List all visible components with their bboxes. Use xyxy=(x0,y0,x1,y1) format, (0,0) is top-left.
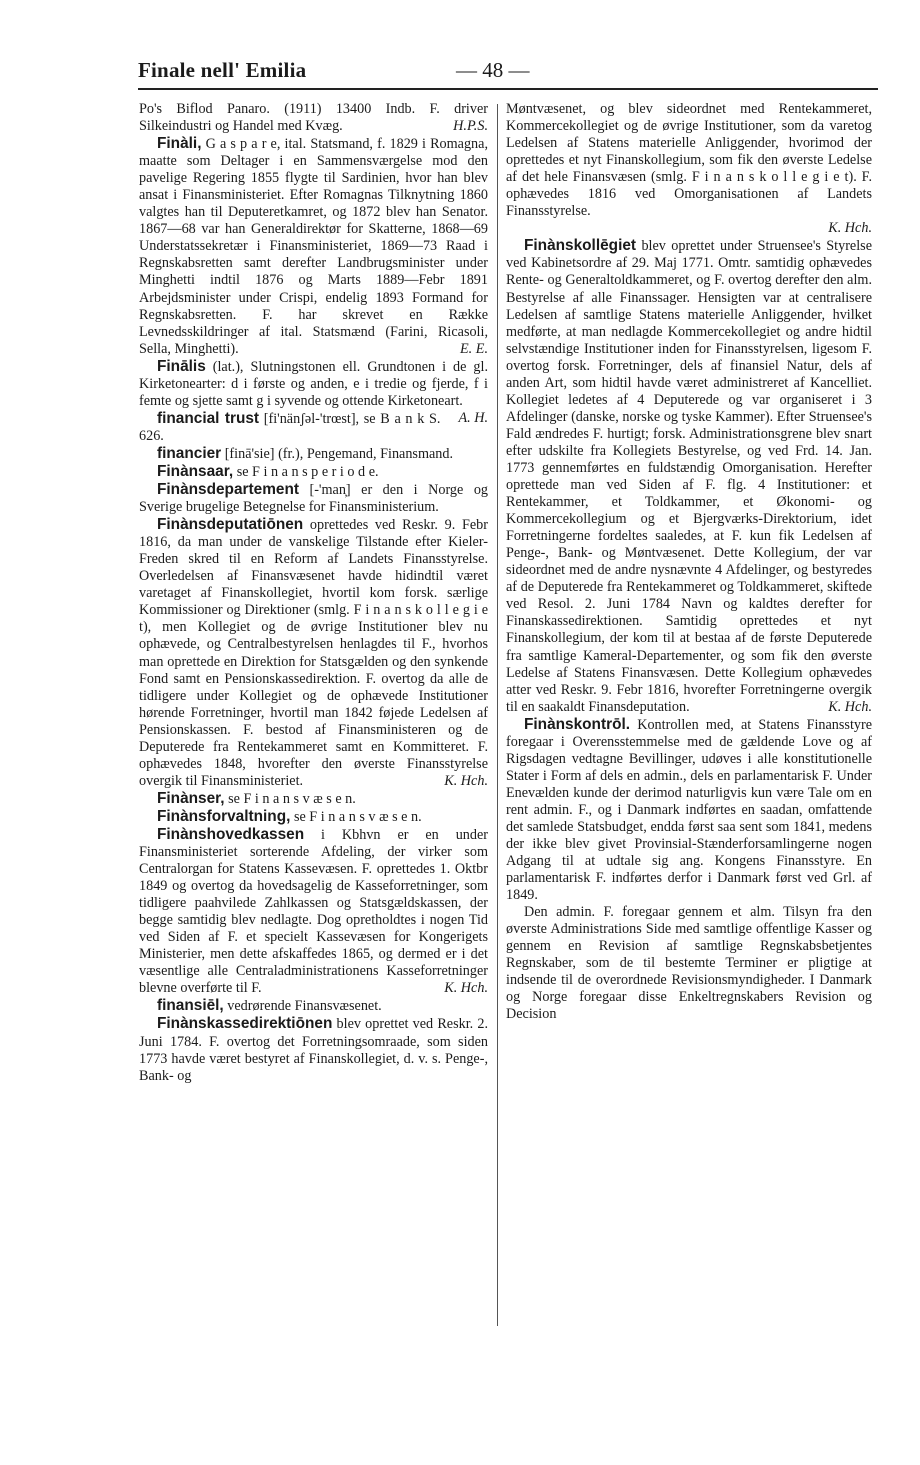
entry-finanskassedirektionen xyxy=(139,1015,488,1084)
entry-text: Kontrollen med, at Statens Finansstyre foregaar i Overensstemmelse med de gældende Love og af Rigsdagen vedtagne Bevillinger, udøves i alle konstitutionelle Stater i Form af dels en admin., dels en parlamentarisk F. Under Enevælden kunde der derimod naturligvis kun være Tale om en rent admin. F., og i Danmark indførtes en saadan, omfattende det samlede Statsbudget, endda først saa sent som 1841, medens der ikke blev givet Provinsial-Stænderforsamlingerne nogen Adgang til at udtale sig ang. Kongens Finansstyre. En parlamentarisk F. indførtes derfor i Danmark først ved Grl. af 1849. xyxy=(506,716,872,904)
header-rule xyxy=(138,88,878,90)
entry-continuation xyxy=(506,101,872,220)
headword: Finànsdeputatiōnen xyxy=(157,516,304,534)
right-column xyxy=(506,101,872,1024)
headword: Finànsaar, xyxy=(157,462,234,480)
entry-text: se F i n a n s v æ s e n. xyxy=(228,790,356,807)
entry-finansaar xyxy=(139,463,488,481)
entry-finanskollegiet xyxy=(506,237,872,715)
entry-finanskontrol xyxy=(506,716,872,905)
entry-text: Den admin. F. foregaar gennem et alm. Tilsyn fra den øverste Administrations Side med samtlige offentlige Kasser og gennem en Revision af samtlige Regnskabsbetjentes Regnskaber, som de til bestemte Terminer er pligtige at indsende til de overordnede Revisionsmyndigheder. I Danmark og Norge foregaar disse Enkeltregnskabers Revision og Decision xyxy=(506,904,872,1023)
entry-text: Møntvæsenet, og blev sideordnet med Rentekammeret, Kommercekollegiet og de øvrige Institutioner, som da varetog Ledelsen af Statens materielle Anliggender, hvorimod der oprettedes et nyt Finanskollegium, som fik den øverste Ledelse af det hele Finansvæsen (smlg. F i n a n s k o l l e g i e t). F. ophævedes 1816 ved Omorganisationen af Landets Finansstyrelse. xyxy=(506,101,872,220)
headword: Finànskollēgiet xyxy=(524,237,637,255)
entry-finanshovedkassen xyxy=(139,826,488,997)
entry-text: (lat.), Slutningstonen ell. Grundtonen i de gl. Kirketonearter: d i første og anden, e i tredie og fjerde, f i femte og sjette samt g i syvende og ottende Kirketoneart. xyxy=(139,358,488,409)
headword: financier xyxy=(157,444,222,462)
headword: Finālis xyxy=(157,357,206,375)
entry-text: [finā'sie] (fr.), Pengemand, Finansmand. xyxy=(224,445,454,462)
paragraph-admin-finanskontrol xyxy=(506,904,872,1023)
headword: Finànsforvaltning, xyxy=(157,807,291,825)
author-signature: K. Hch. xyxy=(828,220,872,237)
entry-text: [-'man̦] er den i Norge og Sverige brugelige Betegnelse for Finansministerium. xyxy=(139,482,489,516)
entry-text: blev oprettet under Struensee's Styrelse ved Kabinetsordre af 29. Maj 1771. Omtr. samtidig ophævedes Rente- og Generaltoldkammeret, og F. overtog derefter den alm. Bestyrelse af alle Finanssager. Hensigten var at centralisere Ledelsen af samtlige Statens materielle Anliggender, hvilket medførte, at man nedlagde Kommercekollegiet og andre hidtil selvstændige Institutioner inden for Finansstyrelsen, ligesom F. overtog forsk. Forretninger, dels af finansiel Natur, dels af anden Art, som hidtil havde været administreret af Kancelliet. Kollegiet ledetes af 4 Deputerede og var organiseret i 3 Afdelinger (danske, norske og tyske Kammer). Efter Struensee's Fald ændredes F. hurtigt; forsk. Administrationsgrene blev snart efter udskilte fra Kollegiets Bestyrelse, og ved Frd. 14. Jan. 1773 gennemførtes en fuldstændig Omorganisation. Herefter oprettede man ved Siden af F. flg. 4 Institutioner: et Rentekammer, et Toldkammer, et Økonomi- og Kommercekollegium og et Bjergværks-Direktorium, idet Forretningerne fordeltes saaledes, at F. kun fik Ledelsen af Penge-, Bank- og Møntvæsenet. Dette Kollegium, der var sideordnet med de andre nysnævnte 4 Afdelinger, og bestyredes af de Deputerede fra Rentekammeret og Toldkammeret, skiftede ved Resol. 2. Juni 1784 Navn og kaldtes derefter for Finanskassedirektionen. Samtidig oprettedes et nyt Finanskollegium, der kom til at bestaa af de første Deputerede fra samtlige Kameral-Departementer, og som fik den øverste Ledelse af Statens Finansvæsen. Dette Kollegium ophævedes atter ved Reskr. 9. Febr 1816, hvorefter Forretningerne overgik til en saakaldt Finansdeputation. xyxy=(506,238,872,715)
entry-text: Po's Biflod Panaro. (1911) 13400 Indb. F. driver Silkeindustri og Handel med Kvæg. xyxy=(139,101,488,135)
running-head-title: Finale nell' Emilia xyxy=(138,58,307,82)
entry-text: blev oprettet ved Reskr. 2. Juni 1784. F. overtog det Forretningsomraade, som siden 1773 havde været bestyret af Finanskollegiet, d. v. s. Penge-, Bank- og xyxy=(139,1016,489,1084)
headword: Finànser, xyxy=(157,789,225,807)
author-signature: E. E. xyxy=(460,340,488,357)
author-signature: K. Hch. xyxy=(828,698,872,715)
entry-text: i Kbhvn er en under Finansministeriet sorterende Afdeling, der virker som Centralorgan for Statens Kassevæsen. F. oprettedes 1. Oktbr 1849 og overtog da hovedsagelig de Kasseforretninger, som tidligere paahvilede Zahlkassen og Statsgældskassen, der begge samtidig blev nedlagte. Dog opretholdtes i nogen Tid ved Siden af F. et specielt Kassevæsen for Kongerigets Ministerier, men dette afskaffedes 1865, og dermed er i det væsentlige alle Centraladministrationens Kasseforretninger blevne overførte til F. xyxy=(139,826,488,997)
headword: financial trust xyxy=(157,409,260,427)
entry-finali xyxy=(139,135,488,358)
headword: Finànshovedkassen xyxy=(157,825,305,843)
entry-finansdeputationen xyxy=(139,516,488,790)
entry-text: oprettedes ved Reskr. 9. Febr 1816, da man under de vanskelige Tilstande efter Kieler-Freden skred til en Reform af Landets Finansstyrelse. Overledelsen af Finansvæsenet havde hidindtil været varetaget af Finanskollegiet, hvortil kom forsk. særlige Kommissioner og Direktioner (smlg. F i n a n s k o l l e g i e t), men Kollegiet og de øvrige Institutioner blev nu ophævede, og Centralbestyrelsen henlagdes til F., hvorhos man oprettede en Direktion for Statsgælden og den synkende Fond samt en Pensionskassedirektion. F. overtog da alle de tidligere under Kollegiet og de ophævede Institutioner hørende Forretninger, hvortil man 1842 føjede Ledelsen af Pensionskassen. F. bestod af Finansministeren og de Deputerede fra Rentekammeret samt en Kommitteret. F. ophævedes 1848, hvorefter den øverste Finansstyrelse overgik til Finansministeriet. xyxy=(139,517,489,789)
author-signature: A. H. xyxy=(458,409,488,426)
entry-finansforvaltning xyxy=(139,808,488,826)
author-signature: H.P.S. xyxy=(453,118,488,135)
entry-finansiel xyxy=(139,997,488,1015)
entry-finansdepartement xyxy=(139,481,488,516)
entry-text: G a s p a r e, ital. Statsmand, f. 1829 i Romagna, maatte som Deltager i en Sammensværgelse mod den pavelige Regering 1855 flygte til Sardinien, hvor han blev ansat i Finansministeriet. Efter Romagnas Tilknytning 1860 valgtes han til Deputeretkamret, og 1872 blev han Senator. 1867—68 var han Generaldirektør for Skatterne, 1868—69 Understatssekretær i Finansministeriet, 1869—73 Raad i Regnskabsretten samt derefter Landbrugsminister under Minghetti indtil 1876 og Marts 1889—Febr 1891 Arbejdsminister under Crispi, endelig 1893 Formand for Regnskabsretten. F. har skrevet en Række Levnedsskildringer af ital. Statsmænd (Farini, Ricasoli, Sella, Minghetti). xyxy=(139,136,488,357)
headword: Finàli, xyxy=(157,135,202,153)
headword: finansiēl, xyxy=(157,997,224,1015)
entry-finanser xyxy=(139,790,488,808)
running-head xyxy=(138,52,878,86)
entry-continuation xyxy=(139,101,488,135)
entry-text: vedrørende Finansvæsenet. xyxy=(227,998,382,1015)
entry-financial-trust xyxy=(139,410,488,445)
page-number: — 48 — xyxy=(456,58,530,82)
entry-text: [fi'nänʃəl-'trœst], se B a n k S. 626. xyxy=(139,410,441,444)
left-column xyxy=(139,101,488,1085)
headword: Finànsdepartement xyxy=(157,481,299,499)
headword: Finànskassedirektiōnen xyxy=(157,1015,333,1033)
entry-text: se F i n a n s v æ s e n. xyxy=(293,808,422,825)
entry-financier xyxy=(139,445,488,463)
entry-text: se F i n a n s p e r i o d e. xyxy=(236,463,379,480)
headword: Finànskontrōl. xyxy=(524,715,631,733)
author-signature: K. Hch. xyxy=(444,980,488,997)
author-signature: K. Hch. xyxy=(444,772,488,789)
column-divider xyxy=(497,104,498,1326)
